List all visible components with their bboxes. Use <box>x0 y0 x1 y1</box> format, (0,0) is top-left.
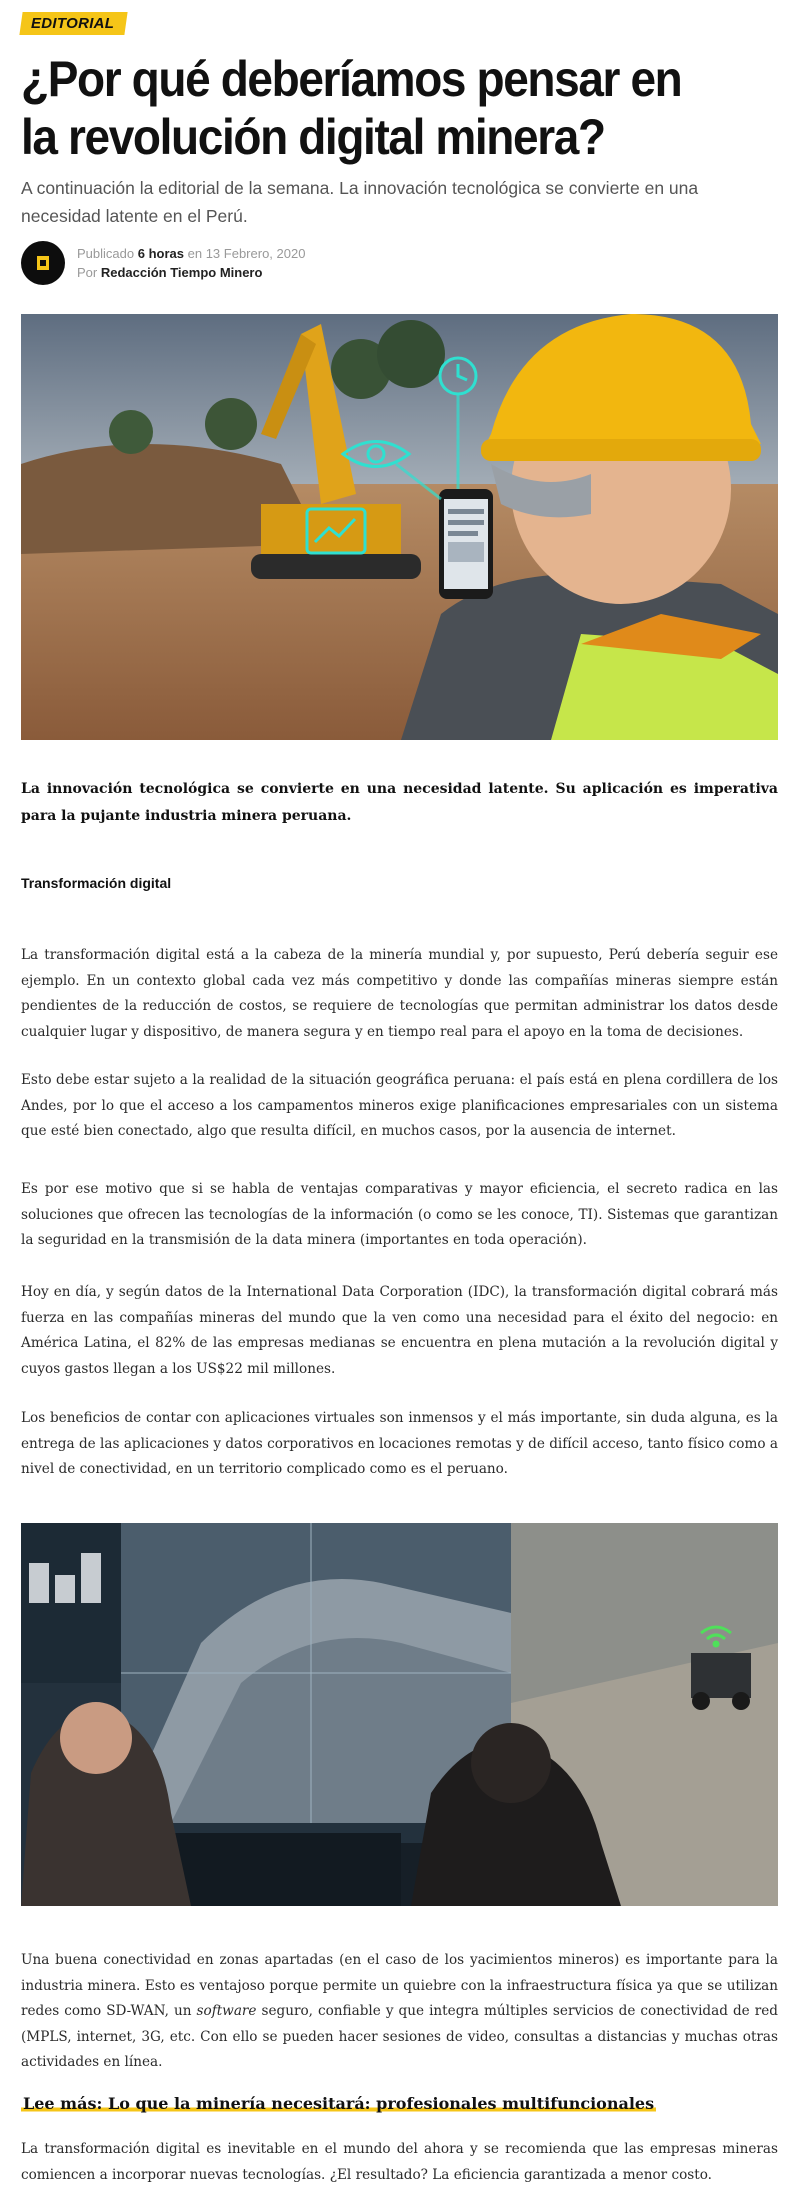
published-relative: 6 horas <box>137 246 184 261</box>
emphasis-software: software <box>196 2003 257 2019</box>
paragraph: Esto debe estar sujeto a la realidad de la situación geográfica peruana: el país está en plena cordillera de los Andes, por lo que el acceso a los campamentos mineros exige planificaciones empresariales con un sistema que esté bien conectado, algo que resulta difícil, en muchos casos, por la ausencia de internet. <box>21 1072 778 1139</box>
read-more-link[interactable] <box>21 2093 656 2115</box>
avatar[interactable] <box>21 241 65 285</box>
author-line <box>77 263 477 282</box>
read-more-text[interactable]: Lee más: Lo que la minería necesitará: profesionales multifuncionales <box>23 2094 655 2113</box>
published-date: 13 Febrero, 2020 <box>205 246 306 261</box>
date-prefix: en <box>187 246 203 261</box>
paragraph: Los beneficios de contar con aplicaciones virtuales son inmensos y el más importante, sin duda alguna, es la entrega de las aplicaciones y datos corporativos en locaciones remotas y de difícil acceso, tanto físico como a nivel de conectividad, en un territorio complicado como es el peruano. <box>21 1410 778 1477</box>
author-link[interactable]: Redacción Tiempo Minero <box>100 265 263 280</box>
control-room-illustration <box>21 1523 778 1906</box>
logo-mark <box>37 256 49 270</box>
control-room-image <box>21 1523 778 1906</box>
paragraph <box>21 1948 778 2076</box>
category-badge[interactable] <box>19 12 127 35</box>
article-subtitle: A continuación la editorial de la semana. La innovación tecnológica se convierte en una necesidad latente en el Perú. <box>21 178 699 226</box>
paragraph: Hoy en día, y según datos de la International Data Corporation (IDC), la transformación digital cobrará más fuerza en las compañías mineras del mundo que la ven como una necesidad para el éxito del negocio: en América Latina, el 82% de las empresas medianas se encuentra en plena mutación a la revolución digital y cuyos gastos llegan a los US$22 mil millones. <box>21 1284 778 1377</box>
article-lead: La innovación tecnológica se convierte en una necesidad latente. Su aplicación es imperativa para la pujante industria minera peruana. <box>21 781 778 824</box>
paragraph-text: seguro, confiable y que integra múltiples servicios de conectividad de red (MPLS, internet, 3G, etc. Con ello se pueden hacer sesiones de video, consultas a distancias y muchas otras actividades en línea. <box>21 2003 778 2070</box>
paragraph: La transformación digital es inevitable en el mundo del ahora y se recomienda que las empresas mineras comiencen a incorporar nuevas tecnologías. ¿El resultado? La eficiencia garantizada a menor costo. <box>21 2141 778 2183</box>
category-label: EDITORIAL <box>31 15 115 32</box>
published-prefix: Publicado <box>77 246 135 261</box>
paragraph-text: Una buena conectividad en zonas apartadas (en el caso de los yacimientos mineros) es importante para la industria minera. Esto es ventajoso porque permite un quiebre con la infraestructura física ya que se utilizan redes como SD-WAN, un <box>21 1952 778 2019</box>
phone <box>439 489 493 599</box>
paragraph: Es por ese motivo que si se habla de ventajas comparativas y mayor eficiencia, el secreto radica en las soluciones que ofrecen las tecnologías de la información (o como se les conoce, TI). Sistemas que garantizan la seguridad en la transmisión de la data minera (importantes en toda operación). <box>21 1181 778 1248</box>
page-title: ¿Por qué deberíamos pensar en la revolución digital minera? <box>21 51 682 165</box>
byline-text <box>77 244 477 282</box>
paragraph: La transformación digital está a la cabeza de la minería mundial y, por supuesto, Perú debería seguir ese ejemplo. En un contexto global cada vez más competitivo y donde las compañías mineras siempre están pendientes de la reducción de costos, se requiere de tecnologías que permitan administrar los datos desde cualquier lugar y dispositivo, de manera segura y en tiempo real para el apoyo en la toma de decisiones. <box>21 947 778 1040</box>
hero-image <box>21 314 778 740</box>
published-line <box>77 244 477 263</box>
section-heading: Transformación digital <box>21 875 172 891</box>
author-prefix: Por <box>77 265 98 280</box>
hero-illustration <box>21 314 778 740</box>
